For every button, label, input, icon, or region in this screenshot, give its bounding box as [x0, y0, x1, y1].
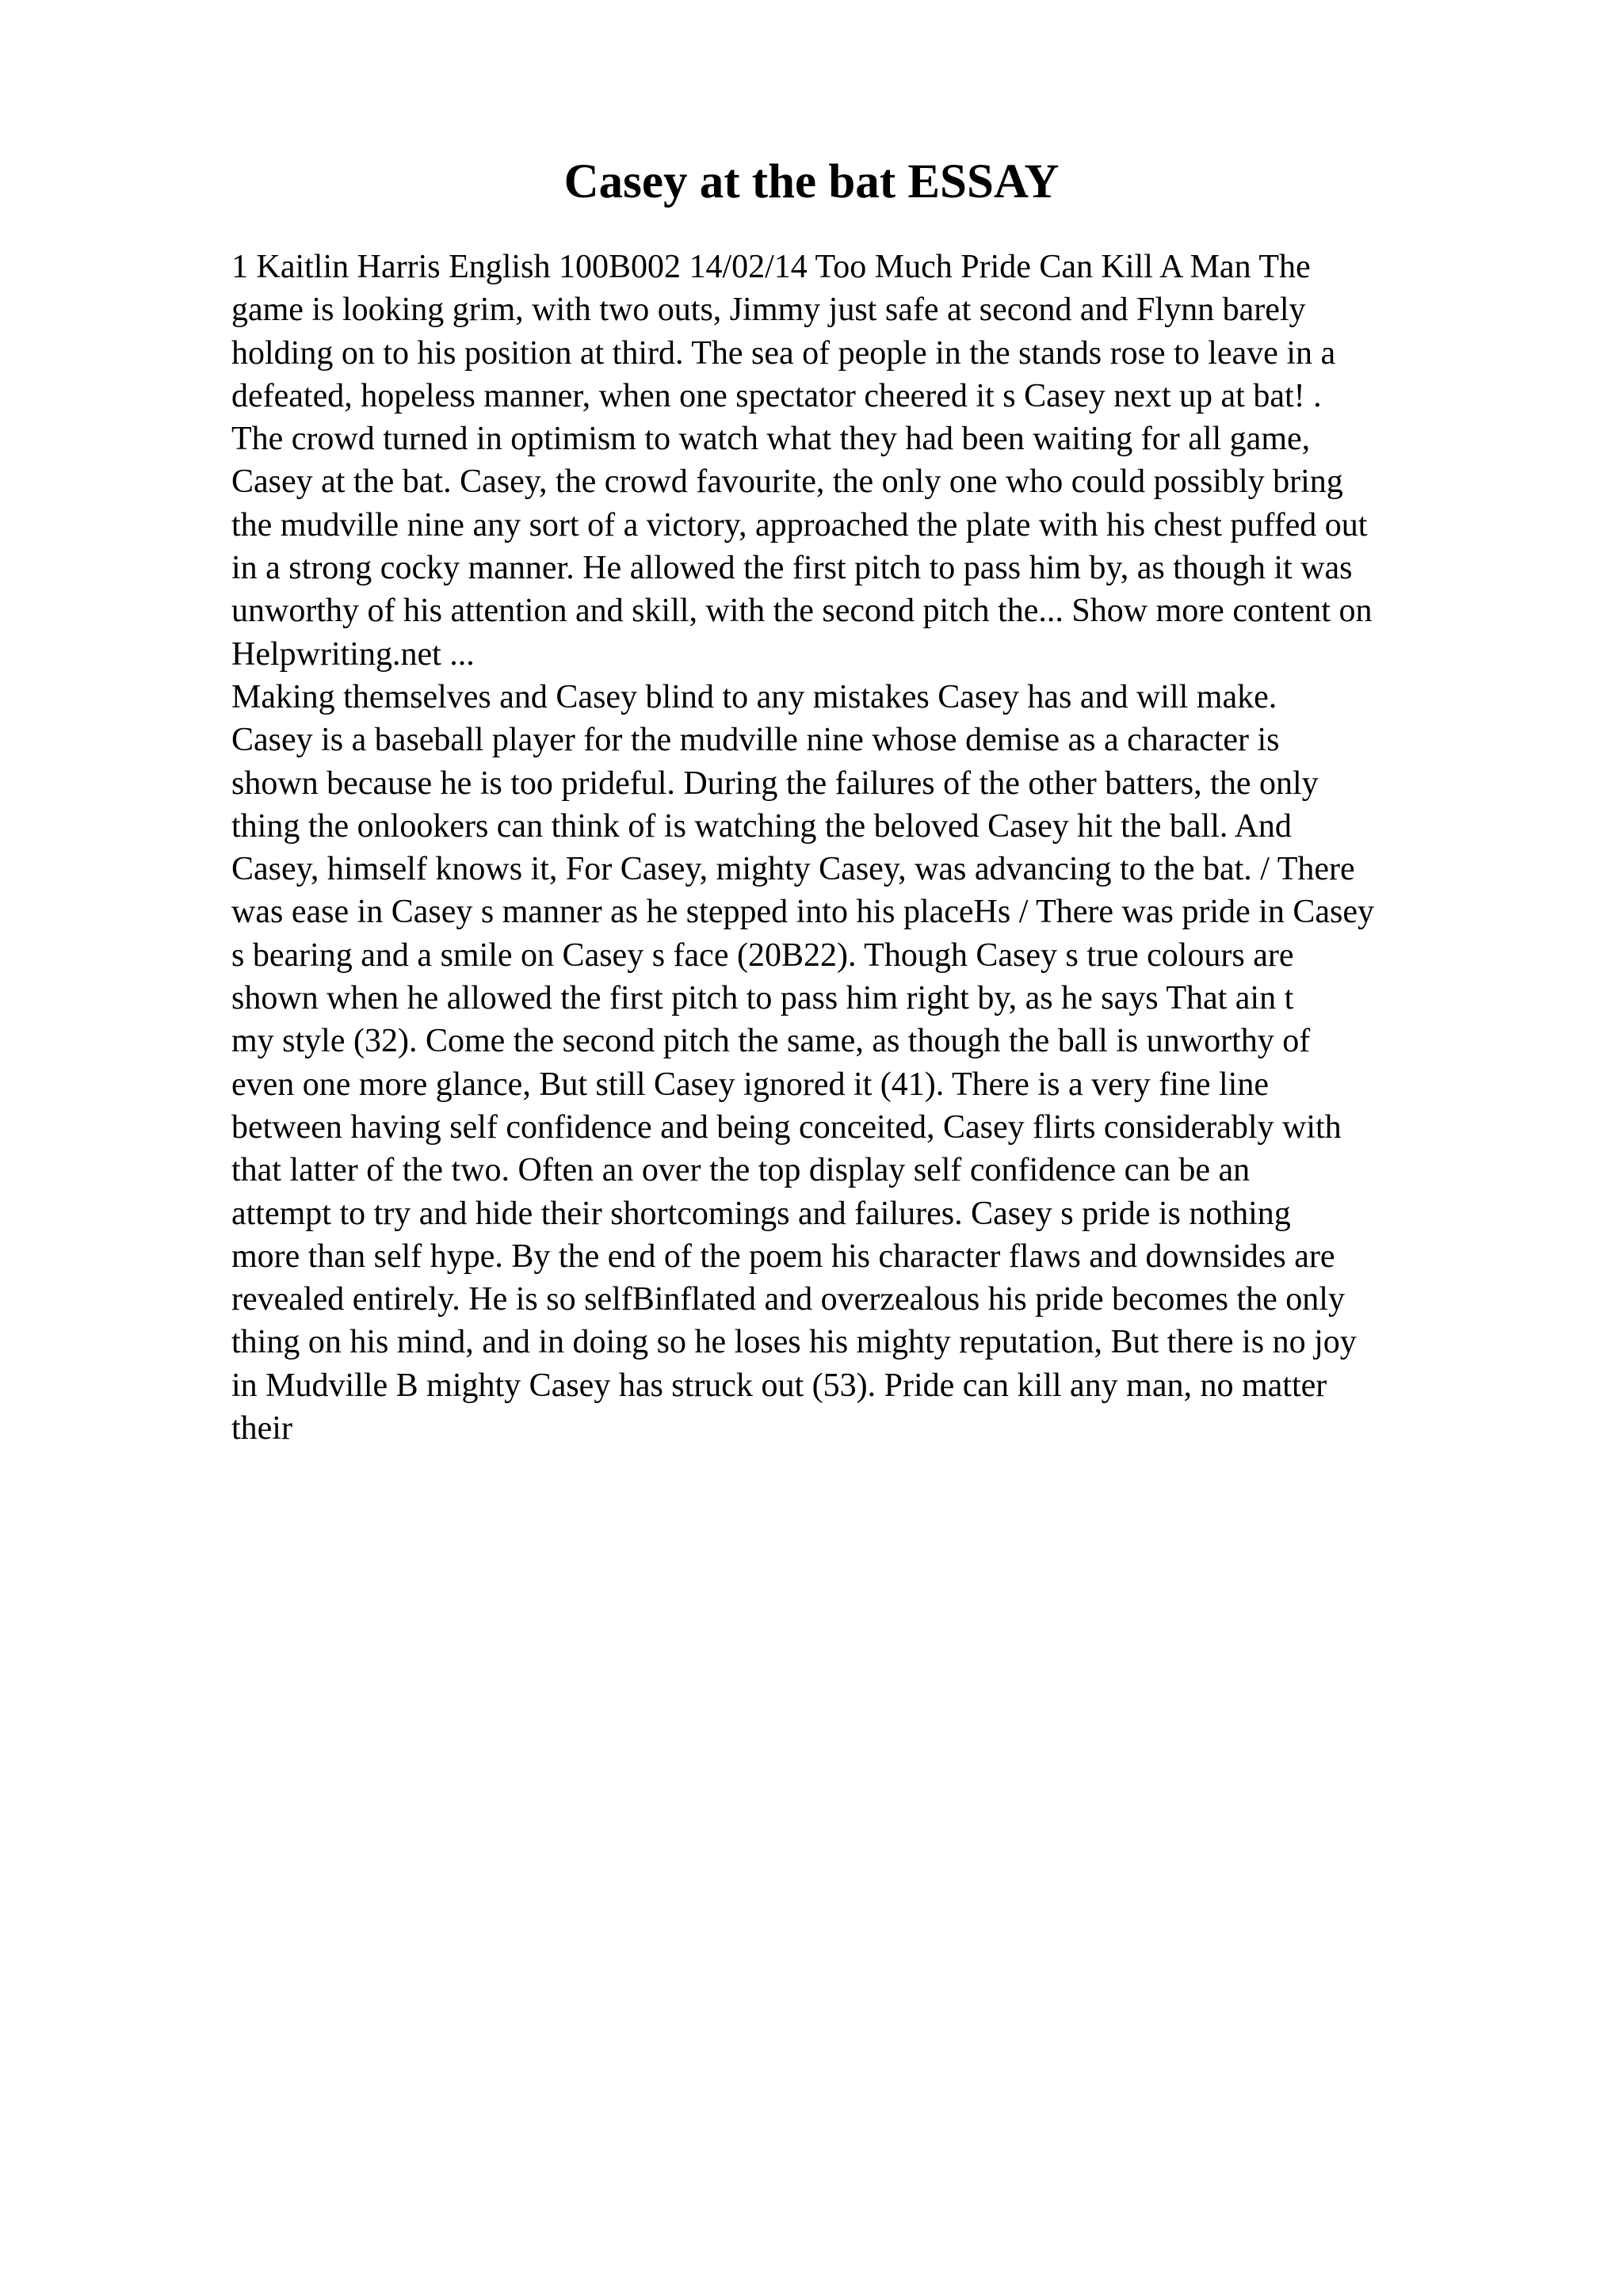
text-line: their [231, 1410, 292, 1447]
text-line: in a strong cocky manner. He allowed the first pitch to pass him by, as though it was [231, 550, 1353, 587]
text-line: the mudville nine any sort of a victory, approached the plate with his chest puffed out [231, 506, 1368, 543]
text-line: that latter of the two. Often an over the top display self confidence can be an [231, 1152, 1251, 1189]
text-line: more than self hype. By the end of the poem his character flaws and downsides are [231, 1238, 1335, 1275]
text-line: The crowd turned in optimism to watch what they had been waiting for all game, [231, 421, 1311, 458]
text-line: unworthy of his attention and skill, with the second pitch the... Show more content on [231, 593, 1373, 630]
text-line: attempt to try and hide their shortcomings and failures. Casey s pride is nothing [231, 1195, 1291, 1232]
text-line: defeated, hopeless manner, when one spectator cheered it s Casey next up at bat! . [231, 377, 1322, 414]
text-line: shown when he allowed the first pitch to pass him right by, as he says That ain t [231, 980, 1294, 1017]
text-line: 1 Kaitlin Harris English 100B002 14/02/14 Too Much Pride Can Kill A Man The [231, 249, 1311, 285]
text-line: thing on his mind, and in doing so he loses his mighty reputation, But there is no joy [231, 1324, 1357, 1361]
text-line: was ease in Casey s manner as he stepped into his placeHs / There was pride in Casey [231, 894, 1374, 931]
document-title: Casey at the bat ESSAY [563, 155, 1060, 208]
text-line: Casey at the bat. Casey, the crowd favourite, the only one who could possibly bring [231, 463, 1343, 501]
text-line: Casey, himself knows it, For Casey, mighty Casey, was advancing to the bat. / There [231, 851, 1355, 888]
text-line: between having self confidence and being conceited, Casey flirts considerably with [231, 1108, 1342, 1146]
essay-body [231, 246, 1499, 1450]
text-line: even one more glance, But still Casey ignored it (41). There is a very fine line [231, 1066, 1269, 1103]
text-line: revealed entirely. He is so selfBinflated and overzealous his pride becomes the only [231, 1281, 1345, 1318]
text-line: game is looking grim, with two outs, Jimmy just safe at second and Flynn barely [231, 292, 1306, 329]
text-line: Making themselves and Casey blind to any mistakes Casey has and will make. [231, 678, 1277, 715]
text-line: s bearing and a smile on Casey s face (20B22). Though Casey s true colours are [231, 936, 1294, 974]
text-line: in Mudville B mighty Casey has struck out (53). Pride can kill any man, no matter [231, 1367, 1327, 1404]
text-line: Helpwriting.net ... [231, 635, 475, 673]
text-line: holding on to his position at third. The sea of people in the stands rose to leave in a [231, 334, 1336, 372]
text-line: thing the onlookers can think of is watching the beloved Casey hit the ball. And [231, 807, 1292, 845]
text-line: my style (32). Come the second pitch the same, as though the ball is unworthy of [231, 1023, 1311, 1060]
text-line: shown because he is too prideful. During the failures of the other batters, the only [231, 765, 1319, 802]
text-line: Casey is a baseball player for the mudville nine whose demise as a character is [231, 722, 1280, 759]
